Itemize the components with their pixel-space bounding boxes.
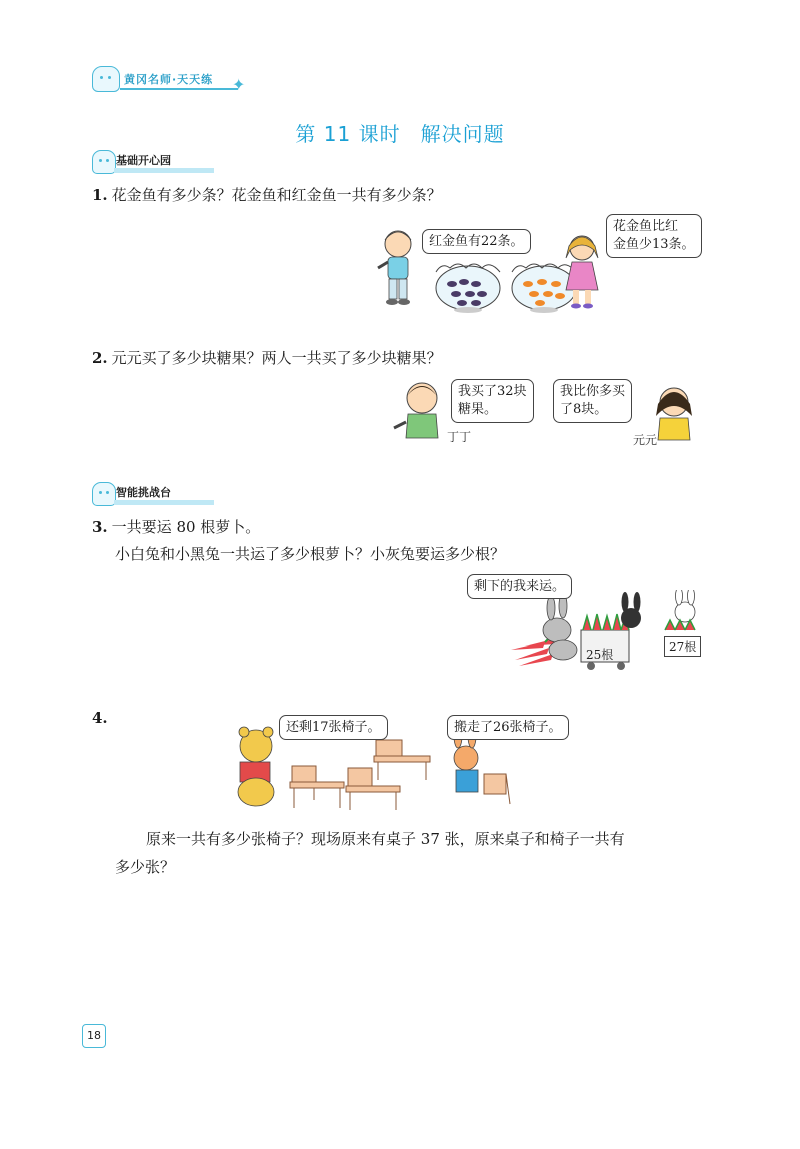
question-number: 1. xyxy=(92,186,108,204)
brand-text: 黄冈名师·天天练 xyxy=(124,73,214,86)
boy-figure xyxy=(378,231,411,305)
page-title xyxy=(0,118,800,147)
section-bar xyxy=(114,500,214,505)
bubble-line: 了8块。 xyxy=(560,402,608,417)
page-number: 18 xyxy=(82,1024,106,1048)
q2-illustration xyxy=(392,372,712,452)
yuanyuan-figure xyxy=(656,388,692,440)
bear-logo-icon xyxy=(92,66,120,92)
bubble-line: 我比你多买 xyxy=(560,384,626,399)
question-text: 一共要运 80 根萝卜。 xyxy=(111,518,261,536)
speech-bubble-gray-rabbit: 剩下的我来运。 xyxy=(467,574,572,599)
bubble-line: 花金鱼比红 xyxy=(613,219,679,234)
bear-section-icon xyxy=(92,482,116,506)
brand-header xyxy=(92,66,252,96)
question-3-line-2: 小白兔和小黑兔一共运了多少根萝卜？小灰兔要运多少根？ xyxy=(115,545,506,563)
section-basic-header xyxy=(92,150,232,174)
lesson-topic: 解决问题 xyxy=(420,122,505,146)
bear-figure xyxy=(238,727,274,806)
question-3-line-1 xyxy=(92,516,260,538)
speech-bubble-rabbit: 搬走了26张椅子。 xyxy=(447,715,569,740)
speech-bubble-yuanyuan xyxy=(553,379,632,423)
section-basic-label: 基础开心园 xyxy=(116,154,171,167)
question-number: 4. xyxy=(92,709,108,727)
cart-label: 25根 xyxy=(586,648,614,662)
speech-bubble-girl xyxy=(606,214,702,258)
name-yuanyuan: 元元 xyxy=(633,433,658,447)
sparkle-icon: ✦ xyxy=(232,75,246,94)
bubble-line: 我买了32块 xyxy=(458,384,527,399)
name-dingding: 丁丁 xyxy=(447,430,472,444)
black-rabbit-figure xyxy=(621,592,641,628)
desk-chair-group xyxy=(290,740,430,810)
lesson-number: 第 11 课时 xyxy=(295,122,401,146)
section-bar xyxy=(114,168,214,173)
question-4-text-line-2: 多少张？ xyxy=(115,858,176,876)
section-challenge-label: 智能挑战台 xyxy=(116,486,171,499)
bubble-line: 金鱼少13条。 xyxy=(613,237,695,252)
fish-bowl-flower-fish xyxy=(436,264,500,313)
brand-underline xyxy=(120,88,238,90)
question-2 xyxy=(92,347,442,369)
question-4-number xyxy=(92,707,112,729)
box-label: 27根 xyxy=(664,636,701,657)
question-number: 3. xyxy=(92,518,108,536)
dingding-figure xyxy=(394,383,438,438)
speech-bubble-bear: 还剩17张椅子。 xyxy=(279,715,388,740)
question-number: 2. xyxy=(92,349,108,367)
speech-bubble-dingding xyxy=(451,379,534,423)
question-text: 花金鱼有多少条？花金鱼和红金鱼一共有多少条？ xyxy=(111,186,442,204)
white-rabbit-figure xyxy=(665,590,695,630)
section-challenge-header xyxy=(92,482,232,506)
question-4-text-line-1: 原来一共有多少张椅子？现场原来有桌子 37 张，原来桌子和椅子一共有 xyxy=(146,830,625,848)
speech-bubble-boy: 红金鱼有22条。 xyxy=(422,229,531,254)
bear-section-icon xyxy=(92,150,116,174)
question-1 xyxy=(92,184,442,206)
bubble-line: 糖果。 xyxy=(458,402,498,417)
question-text: 元元买了多少块糖果？两人一共买了多少块糖果？ xyxy=(111,349,442,367)
